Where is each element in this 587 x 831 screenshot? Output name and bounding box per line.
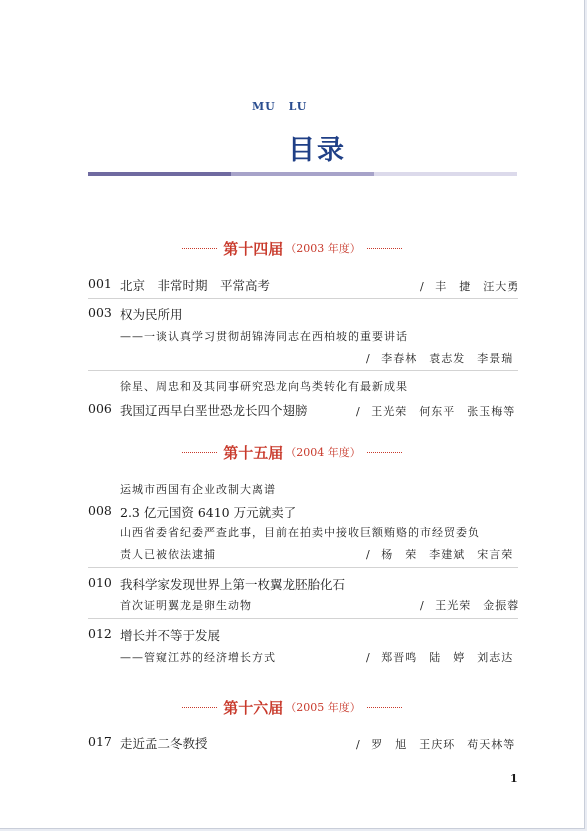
section-heading xyxy=(176,697,408,717)
page-number: 1 xyxy=(510,772,518,785)
entry-authors: / 杨 荣 李建斌 宋言荣 xyxy=(366,548,514,561)
divider xyxy=(88,567,518,568)
dotted-leader xyxy=(367,248,402,249)
entry-authors: / 郑晋鸣 陆 婷 刘志达 xyxy=(366,651,514,664)
entry-subtitle: ——一谈认真学习贯彻胡锦涛同志在西柏坡的重要讲话 xyxy=(120,330,408,343)
entry-number: 006 xyxy=(88,401,112,416)
entry-kicker: 运城市西国有企业改制大离谱 xyxy=(120,483,276,496)
section-heading xyxy=(176,442,408,462)
dotted-leader xyxy=(367,452,402,453)
title-rule-mid xyxy=(231,172,374,176)
section-year: （2003 年度） xyxy=(285,242,361,255)
dotted-leader xyxy=(367,707,402,708)
entry-title: 我国辽西早白垩世恐龙长四个翅膀 xyxy=(120,403,308,418)
entry-title: 北京 非常时期 平常高考 xyxy=(120,278,271,293)
entry-subtitle: ——管窥江苏的经济增长方式 xyxy=(120,651,276,664)
entry-number: 012 xyxy=(88,626,112,641)
section-name: 第十五届 xyxy=(223,443,284,462)
entry-number: 017 xyxy=(88,734,112,749)
dotted-leader xyxy=(182,707,217,708)
page-title: 目录 xyxy=(288,135,346,166)
section-year: （2005 年度） xyxy=(285,701,361,714)
entry-title: 增长并不等于发展 xyxy=(120,628,221,643)
entry-authors: / 李春林 袁志发 李景瑞 xyxy=(366,352,514,365)
section-name: 第十六届 xyxy=(223,698,284,717)
entry-authors: / 丰 捷 汪大勇 xyxy=(420,280,520,293)
entry-title: 2.3 亿元国资 6410 万元就卖了 xyxy=(120,505,297,520)
entry-title: 我科学家发现世界上第一枚翼龙胚胎化石 xyxy=(120,577,346,592)
entry-authors: / 王光荣 金振蓉 xyxy=(420,599,520,612)
pinyin-heading: MU LU xyxy=(252,100,308,113)
entry-number: 001 xyxy=(88,276,112,291)
entry-title: 走近孟二冬教授 xyxy=(120,736,208,751)
entry-number: 003 xyxy=(88,305,112,320)
divider xyxy=(88,298,518,299)
dotted-leader xyxy=(182,248,217,249)
entry-number: 008 xyxy=(88,503,112,518)
entry-authors: / 王光荣 何东平 张玉梅等 xyxy=(356,405,516,418)
entry-description: 责人已被依法逮捕 xyxy=(120,548,216,561)
dotted-leader xyxy=(182,452,217,453)
section-heading xyxy=(176,238,408,258)
entry-authors: / 罗 旭 王庆环 苟天林等 xyxy=(356,738,516,751)
section-year: （2004 年度） xyxy=(285,446,361,459)
title-rule-light xyxy=(374,172,517,176)
divider xyxy=(88,370,518,371)
divider xyxy=(88,618,518,619)
section-name: 第十四届 xyxy=(223,239,284,258)
entry-title: 权为民所用 xyxy=(120,307,183,322)
entry-kicker: 徐星、周忠和及其同事研究恐龙向鸟类转化有最新成果 xyxy=(120,380,408,393)
entry-description: 山西省委省纪委严查此事，目前在拍卖中接收巨额贿赂的市经贸委负 xyxy=(120,526,480,539)
entry-subtitle: 首次证明翼龙是卵生动物 xyxy=(120,599,252,612)
entry-number: 010 xyxy=(88,575,112,590)
title-rule-dark xyxy=(88,172,231,176)
